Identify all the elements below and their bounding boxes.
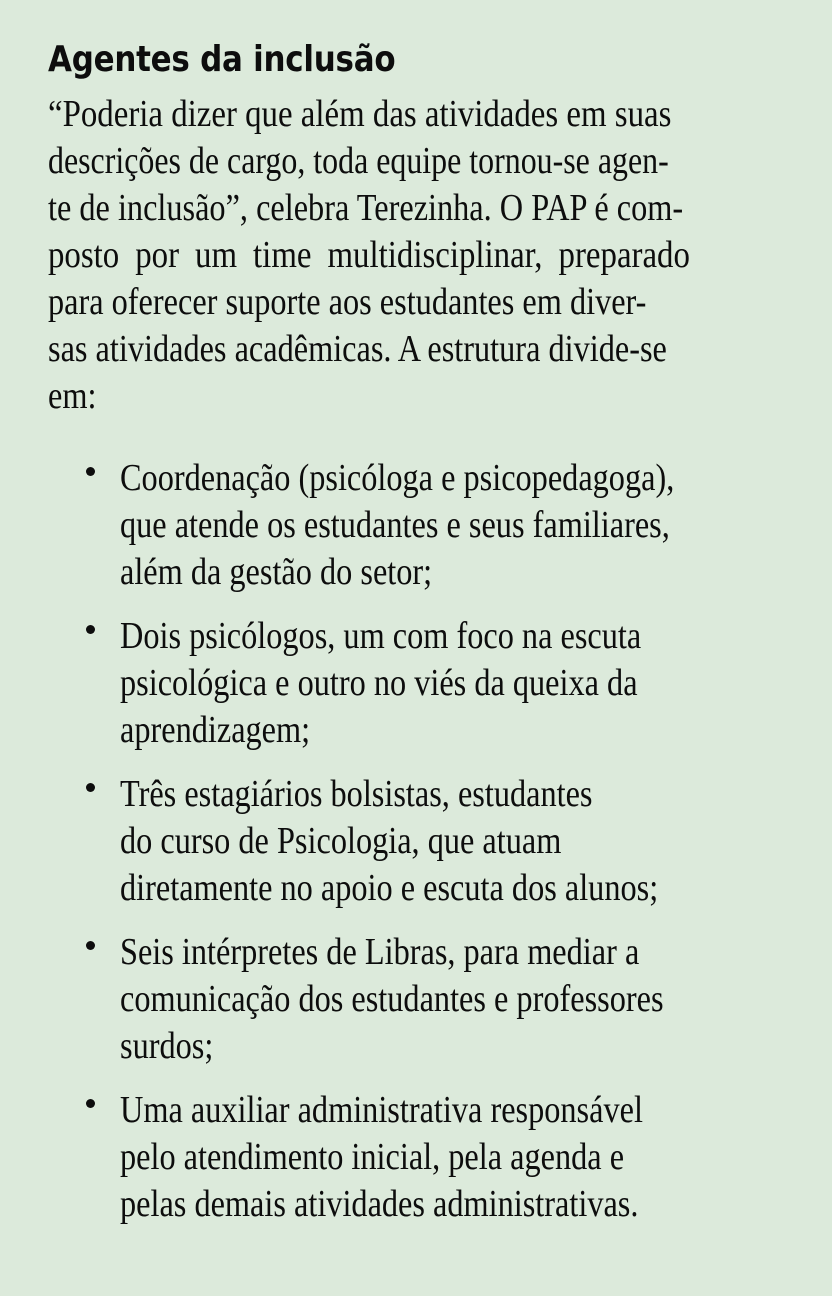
bullet-icon	[86, 1099, 95, 1108]
list-item-line: Dois psicólogos, um com foco na escuta	[120, 615, 642, 657]
list-item-line: que atende os estudantes e seus familiares,	[120, 504, 670, 546]
bullet-icon	[86, 625, 95, 634]
section-heading: Agentes da inclusão	[48, 39, 396, 80]
intro-line: descrições de cargo, toda equipe tornou-se agen-	[48, 140, 669, 182]
list-item-line: pelas demais atividades administrativas.	[120, 1183, 639, 1225]
list-item-line: pelo atendimento inicial, pela agenda e	[120, 1136, 625, 1178]
list-item-line: Uma auxiliar administrativa responsável	[120, 1089, 643, 1131]
intro-line: para oferecer suporte aos estudantes em diver-	[48, 281, 647, 323]
list-item-line: Coordenação (psicóloga e psicopedagoga),	[120, 457, 675, 499]
bullet-icon	[86, 467, 95, 476]
list-item-line: surdos;	[120, 1025, 214, 1067]
list-item-line: Seis intérpretes de Libras, para mediar a	[120, 931, 640, 973]
bullet-icon	[86, 941, 95, 950]
list-item-line: aprendizagem;	[120, 709, 311, 751]
intro-line: em:	[48, 375, 97, 417]
intro-line: “Poderia dizer que além das atividades em suas	[48, 93, 672, 135]
list-item-line: do curso de Psicologia, que atuam	[120, 820, 562, 862]
intro-line: posto por um time multidisciplinar, preparado	[48, 234, 690, 276]
list-item-line: Três estagiários bolsistas, estudantes	[120, 773, 593, 815]
bullet-icon	[86, 783, 95, 792]
intro-line: sas atividades acadêmicas. A estrutura divide-se	[48, 328, 667, 370]
intro-line: te de inclusão”, celebra Terezinha. O PAP é com-	[48, 187, 684, 229]
list-item-line: comunicação dos estudantes e professores	[120, 978, 664, 1020]
list-item-line: psicológica e outro no viés da queixa da	[120, 662, 638, 704]
list-item-line: diretamente no apoio e escuta dos alunos;	[120, 867, 659, 909]
list-item-line: além da gestão do setor;	[120, 551, 433, 593]
